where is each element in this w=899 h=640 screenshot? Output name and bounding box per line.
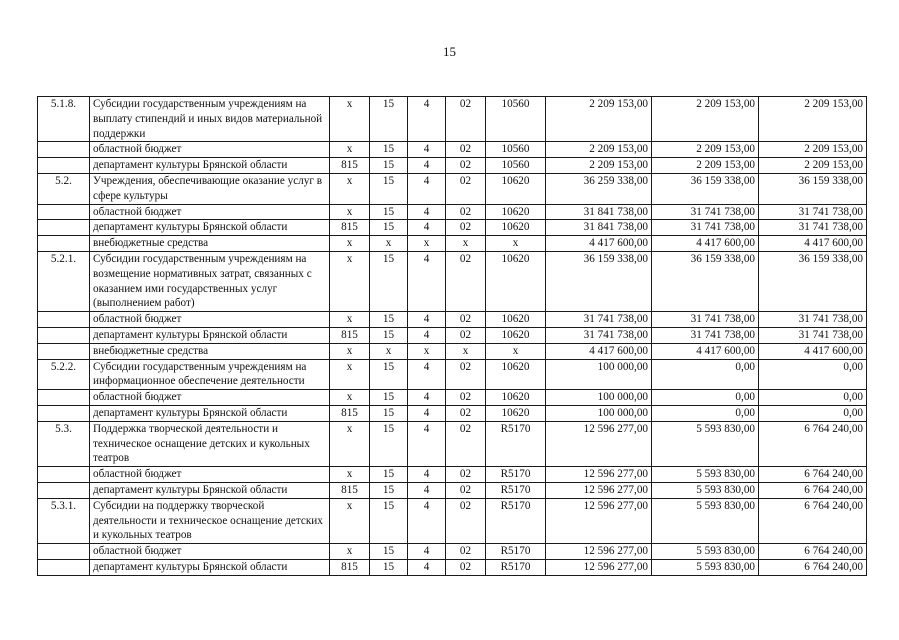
- row-direction: 10620: [486, 327, 546, 343]
- row-grbs: х: [330, 343, 370, 359]
- row-main-event: 02: [446, 142, 486, 158]
- row-grbs: 815: [330, 220, 370, 236]
- row-code: 5.3.: [38, 421, 90, 466]
- row-amount-2: 5 593 830,00: [652, 421, 759, 466]
- row-amount-1: 36 159 338,00: [546, 251, 652, 311]
- row-amount-3: 31 741 738,00: [759, 327, 867, 343]
- row-amount-3: 2 209 153,00: [759, 158, 867, 174]
- row-name: областной бюджет: [90, 204, 330, 220]
- row-program: 15: [370, 498, 408, 543]
- row-grbs: х: [330, 251, 370, 311]
- row-main-event: 02: [446, 482, 486, 498]
- table-row: [38, 204, 867, 220]
- row-amount-3: 0,00: [759, 405, 867, 421]
- row-amount-3: 6 764 240,00: [759, 544, 867, 560]
- row-name: Учреждения, обеспечивающие оказание услуг в сфере культуры: [90, 173, 330, 204]
- row-amount-2: 31 741 738,00: [652, 220, 759, 236]
- row-direction: 10620: [486, 251, 546, 311]
- row-main-event: х: [446, 236, 486, 252]
- row-amount-1: 12 596 277,00: [546, 498, 652, 543]
- page-number: 15: [443, 44, 456, 59]
- budget-table: [37, 96, 867, 576]
- row-code: [38, 405, 90, 421]
- row-main-event: 02: [446, 405, 486, 421]
- row-name: Субсидии на поддержку творческой деятельности и техническое оснащение детских и кукольных театров: [90, 498, 330, 543]
- row-amount-2: 2 209 153,00: [652, 97, 759, 142]
- row-grbs: х: [330, 359, 370, 390]
- row-grbs: х: [330, 544, 370, 560]
- table-row: [38, 142, 867, 158]
- row-grbs: 815: [330, 327, 370, 343]
- row-amount-3: 6 764 240,00: [759, 498, 867, 543]
- row-main-event: х: [446, 343, 486, 359]
- row-amount-2: 0,00: [652, 405, 759, 421]
- row-amount-2: 5 593 830,00: [652, 467, 759, 483]
- row-subprogram: 4: [408, 97, 446, 142]
- row-direction: 10620: [486, 204, 546, 220]
- row-amount-3: 2 209 153,00: [759, 142, 867, 158]
- row-direction: х: [486, 343, 546, 359]
- row-direction: 10620: [486, 405, 546, 421]
- row-name: областной бюджет: [90, 544, 330, 560]
- row-grbs: х: [330, 467, 370, 483]
- row-name: Поддержка творческой деятельности и техническое оснащение детских и кукольных театров: [90, 421, 330, 466]
- row-main-event: 02: [446, 312, 486, 328]
- row-subprogram: 4: [408, 158, 446, 174]
- row-amount-1: 12 596 277,00: [546, 421, 652, 466]
- row-program: х: [370, 343, 408, 359]
- row-direction: 10620: [486, 390, 546, 406]
- row-program: 15: [370, 544, 408, 560]
- row-amount-2: 5 593 830,00: [652, 544, 759, 560]
- row-name: Субсидии государственным учреждениям на выплату стипендий и иных видов материальной поддержки: [90, 97, 330, 142]
- row-amount-3: 31 741 738,00: [759, 312, 867, 328]
- table-row: [38, 251, 867, 311]
- row-program: 15: [370, 142, 408, 158]
- table-row: [38, 421, 867, 466]
- row-subprogram: 4: [408, 390, 446, 406]
- row-subprogram: 4: [408, 251, 446, 311]
- row-amount-1: 100 000,00: [546, 359, 652, 390]
- row-main-event: 02: [446, 220, 486, 236]
- table-row: [38, 405, 867, 421]
- row-code: 5.3.1.: [38, 498, 90, 543]
- row-amount-3: 6 764 240,00: [759, 482, 867, 498]
- table-row: [38, 173, 867, 204]
- row-direction: R5170: [486, 421, 546, 466]
- row-amount-1: 2 209 153,00: [546, 158, 652, 174]
- row-grbs: х: [330, 390, 370, 406]
- row-program: 15: [370, 220, 408, 236]
- row-code: [38, 158, 90, 174]
- row-subprogram: 4: [408, 204, 446, 220]
- table-row: [38, 343, 867, 359]
- row-name: департамент культуры Брянской области: [90, 405, 330, 421]
- row-direction: R5170: [486, 498, 546, 543]
- row-subprogram: 4: [408, 142, 446, 158]
- row-program: 15: [370, 559, 408, 575]
- row-code: [38, 343, 90, 359]
- row-main-event: 02: [446, 251, 486, 311]
- row-amount-3: 0,00: [759, 359, 867, 390]
- row-grbs: х: [330, 421, 370, 466]
- row-subprogram: 4: [408, 327, 446, 343]
- row-program: 15: [370, 158, 408, 174]
- row-name: областной бюджет: [90, 142, 330, 158]
- row-subprogram: 4: [408, 359, 446, 390]
- row-main-event: 02: [446, 421, 486, 466]
- row-main-event: 02: [446, 173, 486, 204]
- row-code: 5.2.2.: [38, 359, 90, 390]
- row-grbs: х: [330, 97, 370, 142]
- row-amount-1: 4 417 600,00: [546, 343, 652, 359]
- row-amount-3: 31 741 738,00: [759, 204, 867, 220]
- row-direction: 10620: [486, 173, 546, 204]
- table-row: [38, 220, 867, 236]
- row-code: [38, 544, 90, 560]
- row-program: 15: [370, 251, 408, 311]
- row-amount-1: 4 417 600,00: [546, 236, 652, 252]
- row-amount-2: 0,00: [652, 390, 759, 406]
- row-main-event: 02: [446, 359, 486, 390]
- table-row: [38, 327, 867, 343]
- table-row: [38, 498, 867, 543]
- row-program: 15: [370, 204, 408, 220]
- row-amount-1: 31 841 738,00: [546, 204, 652, 220]
- row-name: Субсидии государственным учреждениям на информационное обеспечение деятельности: [90, 359, 330, 390]
- row-code: [38, 220, 90, 236]
- row-amount-3: 36 159 338,00: [759, 251, 867, 311]
- row-direction: 10560: [486, 97, 546, 142]
- row-subprogram: 4: [408, 220, 446, 236]
- row-subprogram: 4: [408, 467, 446, 483]
- row-code: [38, 559, 90, 575]
- row-program: 15: [370, 359, 408, 390]
- row-subprogram: 4: [408, 544, 446, 560]
- table-row: [38, 559, 867, 575]
- row-amount-2: 36 159 338,00: [652, 173, 759, 204]
- row-direction: 10620: [486, 220, 546, 236]
- table-row: [38, 390, 867, 406]
- row-amount-3: 6 764 240,00: [759, 559, 867, 575]
- row-code: [38, 390, 90, 406]
- row-main-event: 02: [446, 467, 486, 483]
- row-grbs: х: [330, 173, 370, 204]
- row-amount-1: 12 596 277,00: [546, 482, 652, 498]
- row-code: 5.2.1.: [38, 251, 90, 311]
- row-subprogram: 4: [408, 482, 446, 498]
- table-row: [38, 467, 867, 483]
- row-amount-2: 4 417 600,00: [652, 236, 759, 252]
- table-row: [38, 97, 867, 142]
- row-program: 15: [370, 327, 408, 343]
- row-main-event: 02: [446, 97, 486, 142]
- row-direction: R5170: [486, 559, 546, 575]
- row-name: внебюджетные средства: [90, 236, 330, 252]
- row-amount-1: 12 596 277,00: [546, 467, 652, 483]
- row-program: 15: [370, 405, 408, 421]
- row-code: 5.2.: [38, 173, 90, 204]
- row-amount-3: 0,00: [759, 390, 867, 406]
- row-grbs: 815: [330, 559, 370, 575]
- row-code: [38, 236, 90, 252]
- row-code: [38, 327, 90, 343]
- row-program: 15: [370, 312, 408, 328]
- row-amount-2: 2 209 153,00: [652, 142, 759, 158]
- row-direction: R5170: [486, 482, 546, 498]
- row-amount-1: 100 000,00: [546, 405, 652, 421]
- row-main-event: 02: [446, 327, 486, 343]
- row-direction: 10560: [486, 142, 546, 158]
- row-amount-3: 31 741 738,00: [759, 220, 867, 236]
- table-row: [38, 158, 867, 174]
- row-grbs: х: [330, 312, 370, 328]
- row-program: 15: [370, 467, 408, 483]
- row-code: [38, 482, 90, 498]
- row-grbs: 815: [330, 405, 370, 421]
- table-row: [38, 359, 867, 390]
- row-program: 15: [370, 173, 408, 204]
- row-code: [38, 204, 90, 220]
- row-amount-1: 2 209 153,00: [546, 97, 652, 142]
- row-subprogram: 4: [408, 312, 446, 328]
- row-amount-1: 2 209 153,00: [546, 142, 652, 158]
- row-main-event: 02: [446, 498, 486, 543]
- row-subprogram: х: [408, 236, 446, 252]
- row-grbs: 815: [330, 158, 370, 174]
- row-name: областной бюджет: [90, 312, 330, 328]
- row-amount-3: 4 417 600,00: [759, 343, 867, 359]
- table-row: [38, 544, 867, 560]
- row-amount-3: 6 764 240,00: [759, 421, 867, 466]
- row-name: департамент культуры Брянской области: [90, 158, 330, 174]
- row-subprogram: 4: [408, 421, 446, 466]
- row-name: внебюджетные средства: [90, 343, 330, 359]
- row-main-event: 02: [446, 204, 486, 220]
- row-main-event: 02: [446, 158, 486, 174]
- row-subprogram: 4: [408, 498, 446, 543]
- row-program: 15: [370, 390, 408, 406]
- row-amount-3: 36 159 338,00: [759, 173, 867, 204]
- row-amount-1: 12 596 277,00: [546, 544, 652, 560]
- row-main-event: 02: [446, 390, 486, 406]
- row-amount-2: 5 593 830,00: [652, 482, 759, 498]
- row-amount-1: 100 000,00: [546, 390, 652, 406]
- row-grbs: х: [330, 236, 370, 252]
- row-amount-2: 31 741 738,00: [652, 204, 759, 220]
- row-name: департамент культуры Брянской области: [90, 482, 330, 498]
- row-subprogram: х: [408, 343, 446, 359]
- row-amount-1: 31 741 738,00: [546, 312, 652, 328]
- row-direction: R5170: [486, 467, 546, 483]
- row-amount-2: 4 417 600,00: [652, 343, 759, 359]
- row-code: [38, 312, 90, 328]
- row-amount-1: 31 741 738,00: [546, 327, 652, 343]
- row-subprogram: 4: [408, 559, 446, 575]
- row-amount-3: 2 209 153,00: [759, 97, 867, 142]
- row-name: областной бюджет: [90, 390, 330, 406]
- row-code: [38, 467, 90, 483]
- table-row: [38, 482, 867, 498]
- row-name: департамент культуры Брянской области: [90, 327, 330, 343]
- row-name: департамент культуры Брянской области: [90, 559, 330, 575]
- row-code: 5.1.8.: [38, 97, 90, 142]
- row-direction: 10560: [486, 158, 546, 174]
- row-name: департамент культуры Брянской области: [90, 220, 330, 236]
- row-main-event: 02: [446, 559, 486, 575]
- row-amount-2: 5 593 830,00: [652, 559, 759, 575]
- row-amount-1: 31 841 738,00: [546, 220, 652, 236]
- row-grbs: х: [330, 498, 370, 543]
- row-code: [38, 142, 90, 158]
- row-amount-2: 5 593 830,00: [652, 498, 759, 543]
- row-program: х: [370, 236, 408, 252]
- row-subprogram: 4: [408, 405, 446, 421]
- row-direction: х: [486, 236, 546, 252]
- row-direction: 10620: [486, 312, 546, 328]
- row-main-event: 02: [446, 544, 486, 560]
- row-name: Субсидии государственным учреждениям на возмещение нормативных затрат, связанных с оказанием ими государственных услуг (выполнением работ): [90, 251, 330, 311]
- row-program: 15: [370, 97, 408, 142]
- row-program: 15: [370, 482, 408, 498]
- row-amount-1: 12 596 277,00: [546, 559, 652, 575]
- row-amount-2: 0,00: [652, 359, 759, 390]
- row-grbs: 815: [330, 482, 370, 498]
- row-amount-3: 4 417 600,00: [759, 236, 867, 252]
- row-amount-2: 36 159 338,00: [652, 251, 759, 311]
- row-name: областной бюджет: [90, 467, 330, 483]
- row-program: 15: [370, 421, 408, 466]
- row-subprogram: 4: [408, 173, 446, 204]
- row-grbs: х: [330, 142, 370, 158]
- row-amount-1: 36 259 338,00: [546, 173, 652, 204]
- budget-table-body: [38, 97, 867, 576]
- row-direction: 10620: [486, 359, 546, 390]
- row-direction: R5170: [486, 544, 546, 560]
- row-amount-2: 31 741 738,00: [652, 327, 759, 343]
- row-amount-2: 2 209 153,00: [652, 158, 759, 174]
- row-amount-2: 31 741 738,00: [652, 312, 759, 328]
- table-row: [38, 236, 867, 252]
- row-grbs: х: [330, 204, 370, 220]
- row-amount-3: 6 764 240,00: [759, 467, 867, 483]
- table-row: [38, 312, 867, 328]
